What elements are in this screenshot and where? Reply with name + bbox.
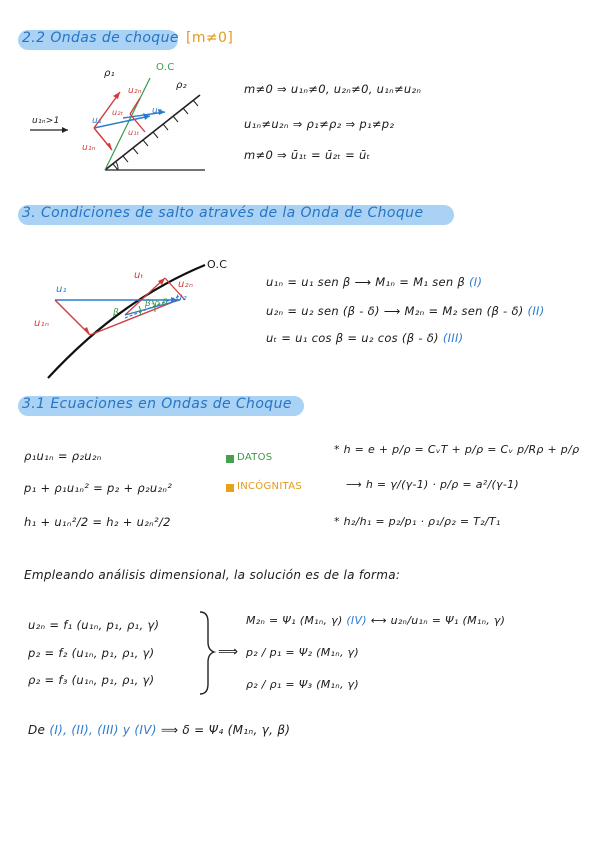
eq-2-2-1: m≠0 ⇒ u₁ₙ≠0, u₂ₙ≠0, u₁ₙ≠u₂ₙ: [244, 82, 422, 96]
u1n-label: u₁ₙ: [82, 143, 96, 153]
temperature-ratio: * h₂/h₁ = p₂/p₁ · ρ₁/ρ₂ = T₂/T₁: [334, 515, 501, 528]
u2t-label: u₂ₜ: [112, 108, 124, 117]
u1n-label: u₁ₙ: [34, 318, 50, 329]
beta-label: β: [113, 308, 120, 318]
energy-eq: h₁ + u₁ₙ²/2 = h₂ + u₂ₙ²/2: [24, 515, 171, 529]
mach-relation-tail: ⟷ u₂ₙ/u₁ₙ = Ψ₁ (M₁ₙ, γ): [370, 614, 506, 627]
final-prefix: De: [28, 723, 46, 737]
enthalpy-def: * h = e + p/ρ = CᵥT + p/ρ = Cᵥ p/Rρ + p/ρ: [334, 443, 580, 456]
eq-II-text: u₂ₙ = u₂ sen (β - δ) ⟶ M₂ₙ = M₂ sen (β - δ): [266, 304, 524, 318]
u1-label: u₁: [56, 284, 67, 295]
u2-label: u₂: [152, 106, 162, 116]
implies-arrow: ⟹: [218, 644, 239, 660]
eq-2-2-3: m≠0 ⇒ ū₁ₜ = ū₂ₜ = ūₜ: [244, 148, 371, 162]
func-p2: p₂ = f₂ (u₁ₙ, p₁, ρ₁, γ): [28, 646, 155, 660]
ut-label: uₜ: [134, 270, 144, 281]
u1-label: u₁: [92, 116, 102, 126]
final-refs: (I), (II), (III) y (IV): [49, 723, 157, 737]
eq-2-2-2: u₁ₙ≠u₂ₙ ⇒ ρ₁≠ρ₂ ⇒ p₁≠p₂: [244, 117, 395, 131]
section-tag: [m≠0]: [186, 30, 234, 46]
func-rho2: ρ₂ = f₃ (u₁ₙ, p₁, ρ₁, γ): [28, 673, 155, 687]
legend-incognitas: INCÓGNITAS: [237, 481, 302, 492]
section-title: 2.2 Ondas de choque: [22, 30, 179, 46]
u2n-label: u₂ₙ: [178, 279, 194, 290]
mach-relation: [246, 614, 505, 627]
pressure-ratio: p₂ / p₁ = Ψ₂ (M₁ₙ, γ): [246, 646, 359, 659]
u1t-label: u₁ₜ: [128, 128, 140, 137]
eq-III-label: (III): [442, 331, 464, 345]
incoming-flow-label: u₁ₙ>1: [32, 116, 60, 126]
final-result: ⟹ δ = Ψ₄ (M₁ₙ, γ, β): [160, 723, 291, 737]
beta-delta-label: β-δ: [145, 299, 161, 309]
oc-label: O.C: [207, 258, 228, 271]
final-statement: [28, 723, 290, 737]
continuity-eq: ρ₁u₁ₙ = ρ₂u₂ₙ: [24, 449, 102, 463]
section-title: 3.1 Ecuaciones en Ondas de Choque: [22, 396, 292, 412]
legend-datos: DATOS: [237, 452, 273, 463]
density-ratio: ρ₂ / ρ₁ = Ψ₃ (M₁ₙ, γ): [246, 678, 359, 691]
mach-relation-label: (IV): [346, 614, 367, 627]
rho1-label: ρ₁: [104, 68, 115, 79]
func-u2n: u₂ₙ = f₁ (u₁ₙ, p₁, ρ₁, γ): [28, 618, 160, 632]
u2-label: u₂: [176, 292, 187, 303]
eq-III-text: uₜ = u₁ cos β = u₂ cos (β - δ): [266, 331, 439, 345]
delta-label: δ: [162, 298, 168, 308]
eq-I-label: (I): [469, 275, 483, 289]
oc-label: O.C: [156, 62, 175, 73]
u2n-label: u₂ₙ: [128, 86, 142, 96]
rho2-label: ρ₂: [176, 80, 187, 91]
eq-I-text: u₁ₙ = u₁ sen β ⟶ M₁ₙ = M₁ sen β: [266, 275, 466, 289]
momentum-eq: p₁ + ρ₁u₁ₙ² = p₂ + ρ₂u₂ₙ²: [24, 481, 173, 495]
dimensional-analysis-intro: Empleando análisis dimensional, la solución es de la forma:: [24, 568, 401, 582]
eq-II-label: (II): [527, 304, 545, 318]
mach-relation-text: M₂ₙ = Ψ₁ (M₁ₙ, γ): [246, 614, 343, 627]
section-title: 3. Condiciones de salto através de la Onda de Choque: [22, 205, 424, 221]
enthalpy-relation: ⟶ h = γ/(γ-1) · p/ρ = a²/(γ-1): [346, 478, 520, 491]
